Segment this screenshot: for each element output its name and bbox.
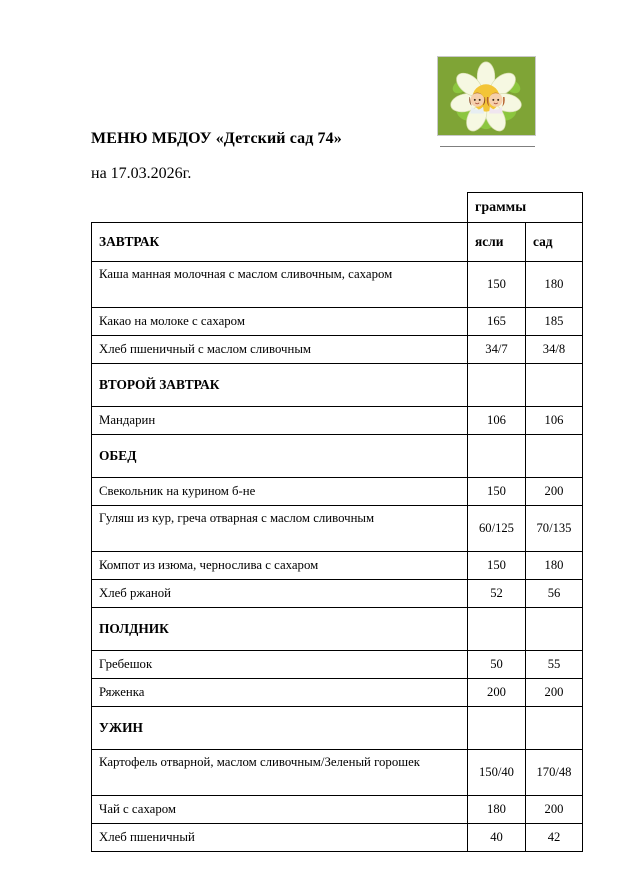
meal-section-row — [92, 435, 583, 478]
grams-nursery-empty — [468, 364, 526, 407]
grams-header-spacer — [92, 193, 468, 223]
menu-dish-row — [92, 407, 583, 435]
grams-kindergarten-empty — [526, 707, 583, 750]
menu-table-body — [92, 193, 583, 852]
dish-name: Картофель отварной, маслом сливочным/Зеленый горошек — [92, 750, 468, 796]
grams-nursery: 200 — [468, 679, 526, 707]
kindergarten-logo — [437, 56, 536, 136]
grams-nursery: 40 — [468, 824, 526, 852]
grams-nursery: 52 — [468, 580, 526, 608]
dish-name: Свекольник на курином б-не — [92, 478, 468, 506]
menu-dish-row — [92, 506, 583, 552]
meal-section-label: ВТОРОЙ ЗАВТРАК — [92, 364, 468, 407]
grams-nursery: 150 — [468, 552, 526, 580]
menu-dish-row — [92, 336, 583, 364]
grams-kindergarten-empty — [526, 364, 583, 407]
grams-kindergarten-empty — [526, 608, 583, 651]
column-header-nursery: ясли — [468, 223, 526, 262]
meal-section-label: ОБЕД — [92, 435, 468, 478]
menu-dish-row — [92, 308, 583, 336]
dish-name: Гуляш из кур, греча отварная с маслом сливочным — [92, 506, 468, 552]
dish-name: Хлеб пшеничный — [92, 824, 468, 852]
meal-section-row — [92, 707, 583, 750]
grams-nursery: 150 — [468, 478, 526, 506]
menu-dish-row — [92, 262, 583, 308]
grams-nursery-empty — [468, 707, 526, 750]
grams-nursery-empty — [468, 435, 526, 478]
dish-name: Мандарин — [92, 407, 468, 435]
logo-frame — [437, 56, 536, 136]
meal-section-label: УЖИН — [92, 707, 468, 750]
dish-name: Каша манная молочная с маслом сливочным, сахаром — [92, 262, 468, 308]
grams-kindergarten: 55 — [526, 651, 583, 679]
dish-name: Гребешок — [92, 651, 468, 679]
grams-nursery: 60/125 — [468, 506, 526, 552]
dish-name: Хлеб ржаной — [92, 580, 468, 608]
grams-nursery: 50 — [468, 651, 526, 679]
dish-name: Ряженка — [92, 679, 468, 707]
grams-kindergarten: 200 — [526, 796, 583, 824]
meal-section-row — [92, 608, 583, 651]
menu-dish-row — [92, 552, 583, 580]
grams-kindergarten: 34/8 — [526, 336, 583, 364]
grams-nursery: 150 — [468, 262, 526, 308]
grams-header-label: граммы — [468, 193, 583, 223]
menu-dish-row — [92, 679, 583, 707]
menu-dish-row — [92, 750, 583, 796]
meal-section-label: ПОЛДНИК — [92, 608, 468, 651]
grams-nursery: 150/40 — [468, 750, 526, 796]
menu-table — [91, 192, 583, 852]
grams-kindergarten: 180 — [526, 552, 583, 580]
meal-section-row — [92, 223, 583, 262]
menu-dish-row — [92, 796, 583, 824]
grams-kindergarten: 185 — [526, 308, 583, 336]
grams-kindergarten: 70/135 — [526, 506, 583, 552]
grams-kindergarten: 180 — [526, 262, 583, 308]
grams-kindergarten-empty — [526, 435, 583, 478]
meal-section-label: ЗАВТРАК — [92, 223, 468, 262]
menu-dish-row — [92, 824, 583, 852]
grams-kindergarten: 170/48 — [526, 750, 583, 796]
grams-nursery-empty — [468, 608, 526, 651]
dish-name: Компот из изюма, чернослива с сахаром — [92, 552, 468, 580]
grams-kindergarten: 56 — [526, 580, 583, 608]
menu-dish-row — [92, 651, 583, 679]
grams-kindergarten: 200 — [526, 679, 583, 707]
page-title: МЕНЮ МБДОУ «Детский сад 74» — [91, 130, 342, 147]
menu-dish-row — [92, 478, 583, 506]
grams-nursery: 34/7 — [468, 336, 526, 364]
flower-logo-icon — [438, 57, 535, 135]
grams-kindergarten: 106 — [526, 407, 583, 435]
dish-name: Хлеб пшеничный с маслом сливочным — [92, 336, 468, 364]
logo-underline-rule — [440, 146, 535, 147]
menu-dish-row — [92, 580, 583, 608]
grams-nursery: 106 — [468, 407, 526, 435]
grams-kindergarten: 200 — [526, 478, 583, 506]
dish-name: Какао на молоке с сахаром — [92, 308, 468, 336]
grams-header-row — [92, 193, 583, 223]
dish-name: Чай с сахаром — [92, 796, 468, 824]
grams-nursery: 165 — [468, 308, 526, 336]
grams-kindergarten: 42 — [526, 824, 583, 852]
meal-section-row — [92, 364, 583, 407]
grams-nursery: 180 — [468, 796, 526, 824]
column-header-kindergarten: сад — [526, 223, 583, 262]
menu-date: на 17.03.2026г. — [91, 165, 192, 182]
